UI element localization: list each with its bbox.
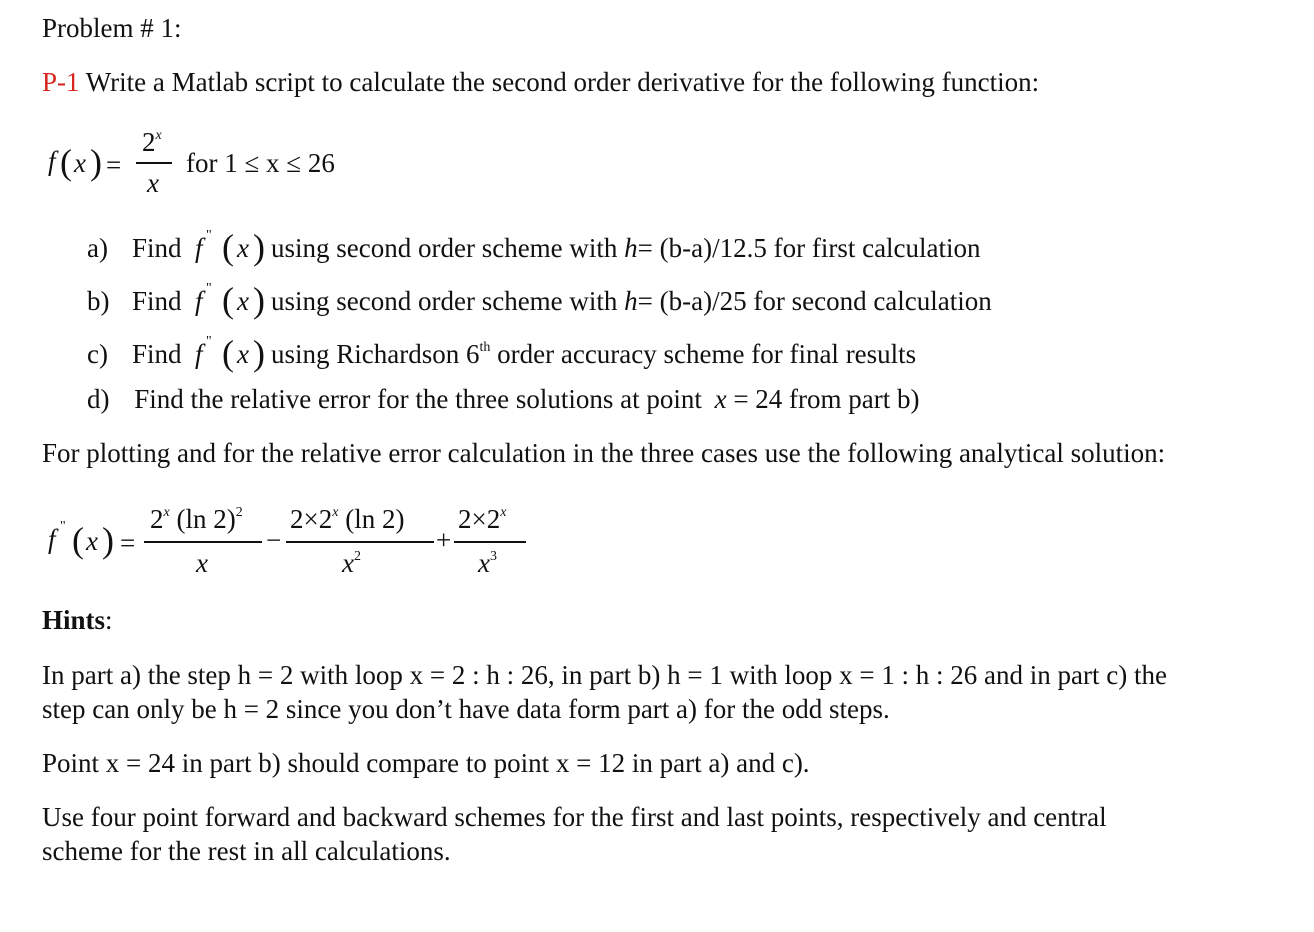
part-c-f: f <box>195 339 203 369</box>
function-lparen: ( <box>60 142 72 182</box>
problem-title <box>42 15 182 42</box>
function-x: x <box>74 148 86 178</box>
part-c-th: th <box>479 340 491 355</box>
function-numerator <box>142 129 162 156</box>
part-c-lparen: ( <box>222 333 234 373</box>
function-denominator: x <box>147 168 159 198</box>
analytical-equals: = <box>120 528 136 558</box>
function-numerator-base: 2 <box>142 127 156 157</box>
part-b-lparen: ( <box>222 280 234 320</box>
analytical-minus: − <box>266 525 282 555</box>
plot-intro <box>42 440 1165 467</box>
part-b-mark: " <box>206 281 212 296</box>
part-d-marker: d) <box>87 384 110 414</box>
hint-line-1 <box>42 662 1167 689</box>
term3-den: x <box>478 548 490 578</box>
term1-exp: x <box>163 505 170 520</box>
function-fraction-bar <box>136 162 172 164</box>
part-a-f: f <box>195 233 203 263</box>
part-b <box>87 278 1087 328</box>
part-c-text <box>271 341 916 368</box>
part-a <box>87 225 1087 275</box>
part-c-find: Find <box>132 339 182 369</box>
term1-den: x <box>196 548 208 578</box>
problem-text: Write a Matlab script to calculate the second order derivative for the following function: <box>85 67 1040 97</box>
term3-exp: x <box>500 505 507 520</box>
problem-title-text: Problem # 1: <box>42 13 182 43</box>
term3-den-pow: 3 <box>489 549 497 564</box>
part-a-h: h <box>624 233 638 263</box>
term3-num: 2×2 <box>458 504 501 534</box>
part-c-rest-a: using Richardson 6 <box>271 339 480 369</box>
term3-denominator <box>478 550 497 577</box>
function-domain: for 1 ≤ x ≤ 26 <box>186 148 335 178</box>
part-c-mark: " <box>206 334 212 349</box>
part-b-x: x <box>237 286 249 316</box>
hints-heading <box>42 607 113 634</box>
analytical-rparen: ) <box>102 520 114 560</box>
term2-fraction-bar <box>286 541 434 543</box>
function-f: f <box>48 146 56 176</box>
part-c-rest-b: order accuracy scheme for final results <box>497 339 917 369</box>
plot-intro-text: For plotting and for the relative error calculation in the three cases use the following analytical solution: <box>42 438 1166 468</box>
hint-line-3-text: Point x = 24 in part b) should compare to point x = 12 in part a) and c). <box>42 748 810 778</box>
hint-line-1-text: In part a) the step h = 2 with loop x = 2 : h : 26, in part b) h = 1 with loop x = 1 : h : 26 and in part c) the <box>42 660 1167 690</box>
hint-line-5-text: scheme for the rest in all calculations. <box>42 836 451 866</box>
part-a-marker: a) <box>87 233 108 263</box>
part-b-rest-a: using second order scheme with <box>271 286 618 316</box>
function-definition <box>44 126 364 206</box>
part-a-text <box>271 235 981 262</box>
term2-den-pow: 2 <box>353 549 361 564</box>
function-numerator-exp: x <box>155 128 162 143</box>
function-rparen: ) <box>90 142 102 182</box>
problem-statement <box>42 69 1039 96</box>
function-equals: = <box>106 150 122 180</box>
term2-num: 2×2 <box>290 504 333 534</box>
analytical-mark: " <box>60 519 66 534</box>
hint-line-2-text: step can only be h = 2 since you don’t have data form part a) for the odd steps. <box>42 694 890 724</box>
term3-fraction-bar <box>454 541 526 543</box>
term3-numerator <box>458 506 506 533</box>
part-a-rest-a: using second order scheme with <box>271 233 618 263</box>
term2-ln: (ln 2) <box>345 504 405 534</box>
part-c-rparen: ) <box>253 333 265 373</box>
part-b-rparen: ) <box>253 280 265 320</box>
part-a-lparen: ( <box>222 227 234 267</box>
analytical-x: x <box>86 526 98 556</box>
hint-line-4-text: Use four point forward and backward schemes for the first and last points, respectively and central <box>42 802 1107 832</box>
analytical-solution <box>44 494 564 584</box>
part-b-marker: b) <box>87 286 110 316</box>
analytical-plus: + <box>436 525 452 555</box>
hints-colon: : <box>105 605 113 635</box>
part-a-mark: " <box>206 228 212 243</box>
term2-numerator <box>290 506 404 533</box>
part-a-rest-b: = (b-a)/12.5 for first calculation <box>637 233 981 263</box>
hint-line-3 <box>42 750 810 777</box>
hint-line-4 <box>42 804 1107 831</box>
part-c-marker: c) <box>87 339 108 369</box>
term2-exp: x <box>332 505 339 520</box>
analytical-f: f <box>48 524 56 554</box>
term1-fraction-bar <box>144 541 262 543</box>
part-d-rest: = 24 from part b) <box>733 384 920 414</box>
part-a-find: Find <box>132 233 182 263</box>
part-d <box>87 386 920 413</box>
problem-label: P-1 <box>42 67 80 97</box>
part-b-h: h <box>624 286 638 316</box>
part-b-text <box>271 288 992 315</box>
term1-numerator <box>150 506 243 533</box>
part-a-x: x <box>237 233 249 263</box>
term2-denominator <box>342 550 361 577</box>
term1-ln: (ln 2) <box>176 504 236 534</box>
analytical-lparen: ( <box>72 520 84 560</box>
part-d-x: x <box>714 384 727 414</box>
part-b-f: f <box>195 286 203 316</box>
hints-title: Hints <box>42 605 106 635</box>
part-b-find: Find <box>132 286 182 316</box>
part-c <box>87 331 1087 381</box>
hint-line-5 <box>42 838 451 865</box>
term1-num: 2 <box>150 504 164 534</box>
term1-pow: 2 <box>235 505 243 520</box>
term2-den: x <box>342 548 354 578</box>
part-b-rest-b: = (b-a)/25 for second calculation <box>637 286 992 316</box>
part-a-rparen: ) <box>253 227 265 267</box>
part-d-text: Find the relative error for the three solutions at point <box>134 384 702 414</box>
hint-line-2 <box>42 696 890 723</box>
part-c-x: x <box>237 339 249 369</box>
